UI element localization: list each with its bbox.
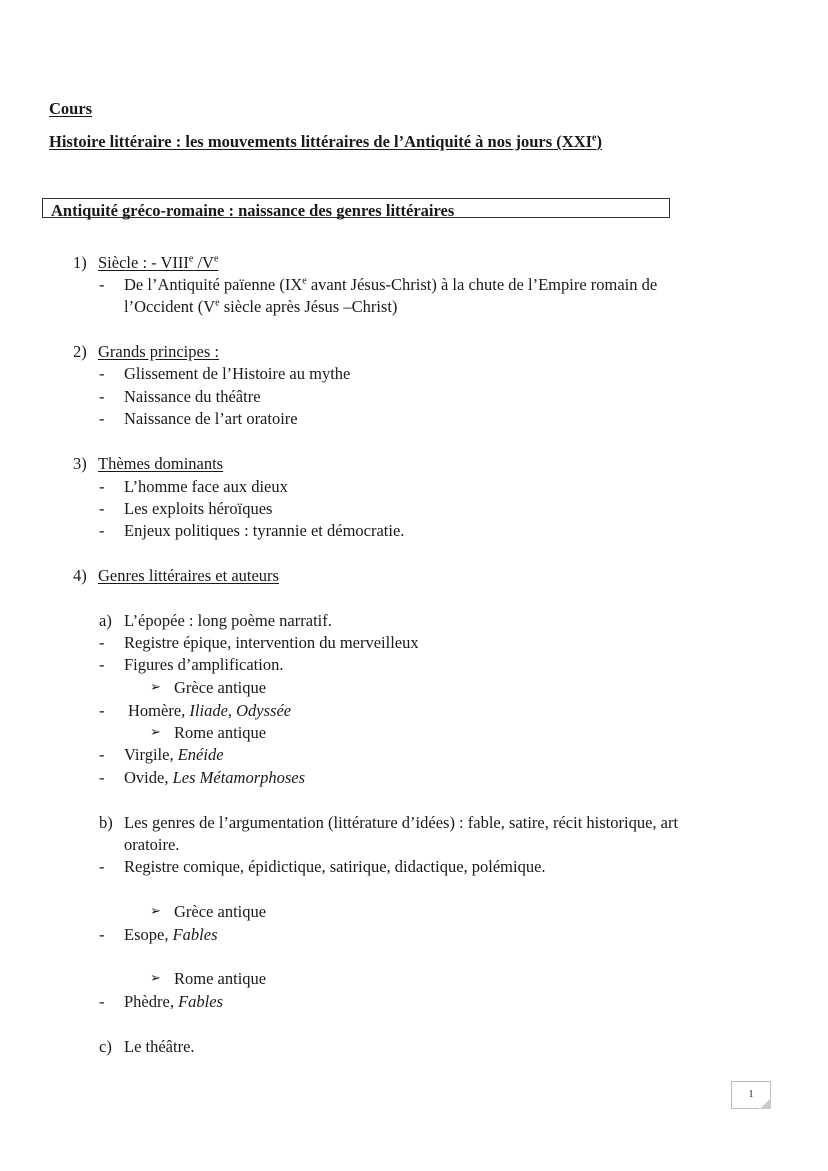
author-ovid: Ovide, Les Métamorphoses	[124, 768, 306, 787]
dash-bullet: -	[99, 857, 105, 876]
section-1-heading: Siècle : - VIIIe /Ve	[98, 253, 219, 272]
subsection-a-title: L’épopée : long poème narratif.	[124, 611, 332, 630]
list-item: Glissement de l’Histoire au mythe	[124, 364, 351, 383]
dash-bullet: -	[99, 499, 105, 518]
author-phaedrus: Phèdre, Fables	[124, 992, 223, 1011]
list-item: Naissance de l’art oratoire	[124, 409, 298, 428]
section-3-heading: Thèmes dominants	[98, 454, 224, 473]
course-label: Cours	[49, 99, 93, 118]
dash-bullet: -	[99, 364, 105, 383]
author-virgil: Virgile, Enéide	[124, 745, 224, 764]
page-curl-icon	[759, 1099, 771, 1109]
region-rome: Rome antique	[174, 723, 267, 742]
arrow-bullet-icon: ➢	[150, 970, 161, 985]
section-4-number: 4)	[73, 566, 87, 585]
section-title: Antiquité gréco-romaine : naissance des genres littéraires	[51, 201, 455, 220]
dash-bullet: -	[99, 992, 105, 1011]
section-1-line-2: l’Occident (Ve siècle après Jésus –Christ)	[124, 297, 398, 316]
dash-bullet: -	[99, 745, 105, 764]
dash-bullet: -	[99, 701, 105, 720]
list-item: Les exploits héroïques	[124, 499, 273, 518]
subsection-c-label: c)	[99, 1037, 112, 1056]
region-rome: Rome antique	[174, 969, 267, 988]
region-greece: Grèce antique	[174, 678, 267, 697]
author-aesop: Esope, Fables	[124, 925, 218, 944]
dash-bullet: -	[99, 387, 105, 406]
list-item: Registre épique, intervention du merveilleux	[124, 633, 419, 652]
arrow-bullet-icon: ➢	[150, 724, 161, 739]
arrow-bullet-icon: ➢	[150, 679, 161, 694]
subsection-b-label: b)	[99, 813, 113, 832]
dash-bullet: -	[99, 409, 105, 428]
section-1-number: 1)	[73, 253, 87, 272]
section-4-heading: Genres littéraires et auteurs	[98, 566, 279, 585]
page-number: 1	[748, 1089, 754, 1100]
list-item: Enjeux politiques : tyrannie et démocratie.	[124, 521, 405, 540]
page-number-box	[731, 1081, 771, 1109]
dash-bullet: -	[99, 633, 105, 652]
dash-bullet: -	[99, 477, 105, 496]
author-homer: Homère, Iliade, Odyssée	[128, 701, 292, 720]
dash-bullet: -	[99, 768, 105, 787]
section-title-box	[42, 198, 670, 218]
document-title: Histoire littéraire : les mouvements littéraires de l’Antiquité à nos jours (XXIe)	[49, 132, 602, 151]
dash-bullet: -	[99, 275, 105, 294]
subsection-c-title: Le théâtre.	[124, 1037, 195, 1056]
list-item: Naissance du théâtre	[124, 387, 261, 406]
section-2-heading: Grands principes :	[98, 342, 219, 361]
arrow-bullet-icon: ➢	[150, 903, 161, 918]
section-1-line-1: De l’Antiquité païenne (IXe avant Jésus-Christ) à la chute de l’Empire romain de	[124, 275, 658, 294]
list-item: Registre comique, épidictique, satirique, didactique, polémique.	[124, 857, 546, 876]
dash-bullet: -	[99, 925, 105, 944]
dash-bullet: -	[99, 521, 105, 540]
section-2-number: 2)	[73, 342, 87, 361]
subsection-a-label: a)	[99, 611, 112, 630]
subsection-b-title-line-1: Les genres de l’argumentation (littérature d’idées) : fable, satire, récit historique, art	[124, 813, 679, 832]
list-item: L’homme face aux dieux	[124, 477, 288, 496]
dash-bullet: -	[99, 655, 105, 674]
list-item: Figures d’amplification.	[124, 655, 284, 674]
section-3-number: 3)	[73, 454, 87, 473]
subsection-b-title-line-2: oratoire.	[124, 835, 180, 854]
region-greece: Grèce antique	[174, 902, 267, 921]
